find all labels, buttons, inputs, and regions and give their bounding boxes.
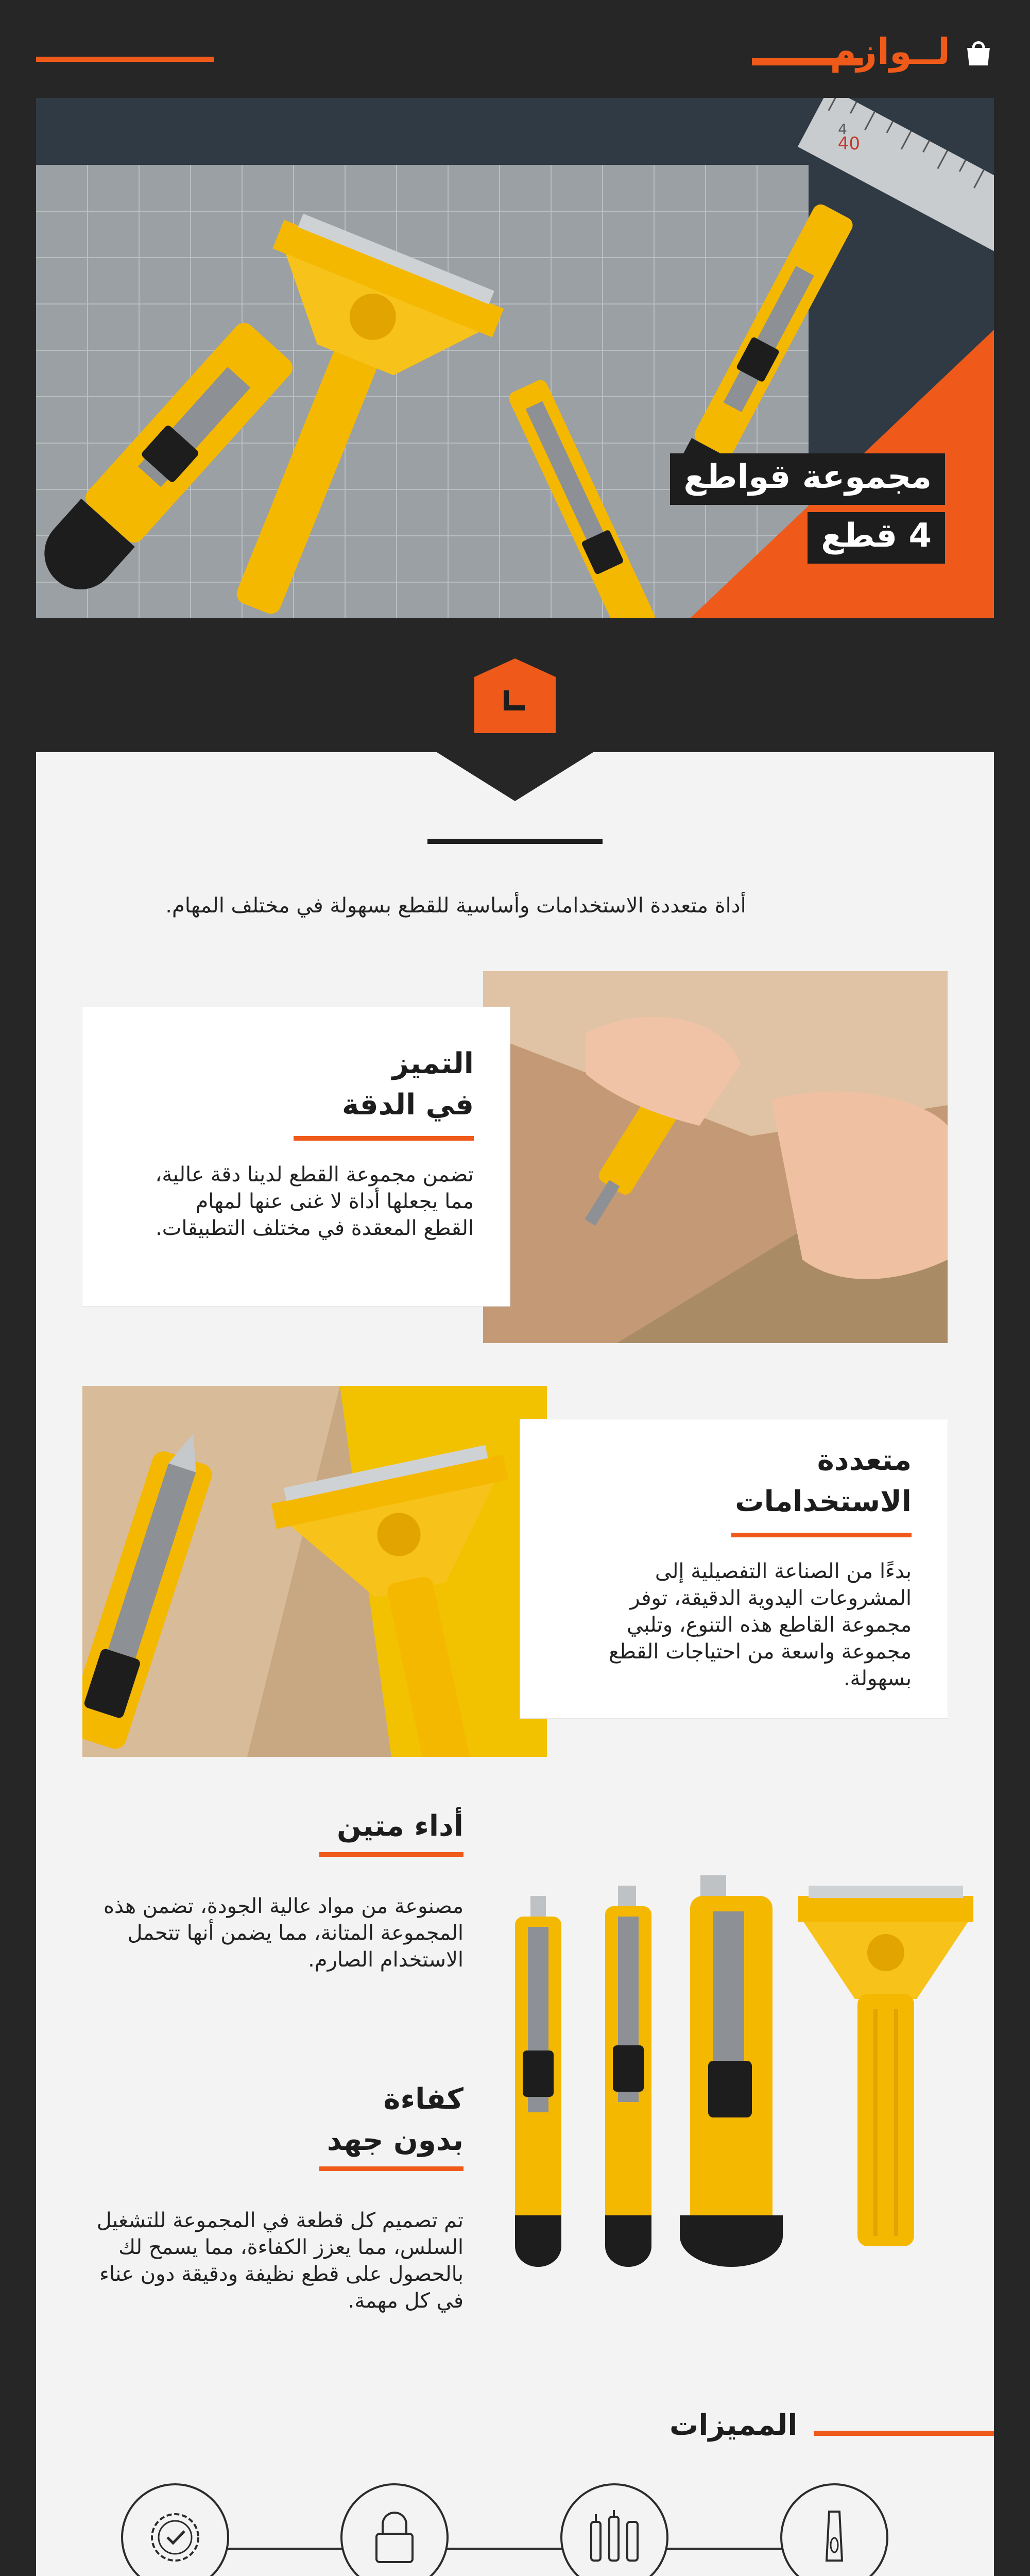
photo-cutter-scraper xyxy=(82,1386,547,1757)
precision-title-line1: التميز xyxy=(392,1047,474,1080)
ruler-number: 4 xyxy=(838,121,847,138)
feature-item-portability xyxy=(558,2483,671,2576)
hero-image xyxy=(36,98,994,618)
ruler-number: 40 xyxy=(837,133,860,154)
efficiency-section xyxy=(77,2079,464,2314)
hero-title xyxy=(670,453,945,571)
durable-body: مصنوعة من مواد عالية الجودة، تضمن هذه المجموعة المتانة، مما يضمن أنها تتحمل الاستخدام الصارم. xyxy=(103,1894,464,1972)
efficiency-title-line2: بدون جهد xyxy=(327,2124,464,2157)
efficiency-body: تم تصميم كل قطعة في المجموعة للتشغيل السلس، مما يعزز الكفاءة، مما يسمح لك بالحصول على قطع نظيفة ودقيقة دون عناء في كل مهمة. xyxy=(96,2209,464,2313)
intro-text: أداة متعددة الاستخدامات وأساسية للقطع بسهولة في مختلف المهام. xyxy=(165,894,746,918)
quality-badge-icon xyxy=(144,2506,206,2568)
blade-icon xyxy=(811,2509,857,2566)
lock-icon xyxy=(371,2509,418,2566)
versatile-card xyxy=(520,1419,948,1718)
hero-title-line2: 4 قطع xyxy=(808,512,945,564)
precision-rule xyxy=(294,1136,474,1141)
cutters-icon xyxy=(583,2509,645,2566)
durable-title: أداء متين xyxy=(336,1809,464,1843)
versatile-body: بدءًا من الصناعة التفصيلية إلى المشروعات اليدوية الدقيقة، توفر مجموعة القاطع هذه التنوع، وتلبي مجموعة واسعة من احتياجات القطع بسهولة. xyxy=(608,1560,912,1690)
versatile-rule xyxy=(731,1533,912,1537)
panel-notch xyxy=(433,750,597,801)
feature-item-safety xyxy=(338,2483,451,2576)
feature-item-sharpness xyxy=(778,2483,891,2576)
precision-card xyxy=(82,1007,510,1306)
durable-rule xyxy=(319,1852,464,1857)
features-list xyxy=(118,2483,891,2576)
efficiency-title-line1: كفاءة xyxy=(383,2082,464,2116)
precision-title-line2: في الدقة xyxy=(341,1088,474,1122)
logo-text: لــوازم xyxy=(830,30,950,73)
versatile-title-line1: متعددة xyxy=(817,1444,912,1477)
product-set-image xyxy=(494,1875,978,2287)
features-accent-line xyxy=(814,2431,994,2436)
photo-hand-cutting xyxy=(483,971,948,1343)
shopping-bag-icon xyxy=(963,38,994,66)
durable-section xyxy=(77,1806,464,1973)
feature-item-quality xyxy=(118,2483,232,2576)
intro-divider xyxy=(427,839,603,844)
versatile-title-line2: الاستخدامات xyxy=(735,1485,912,1518)
features-title: المميزات xyxy=(670,2409,798,2442)
header-accent-line xyxy=(36,57,214,62)
brand-logo[interactable] xyxy=(752,28,994,75)
precision-body: تضمن مجموعة القطع لدينا دقة عالية، مما يجعلها أداة لا غنى عنها لمهام القطع المعقدة في مختلف التطبيقات. xyxy=(155,1163,474,1240)
brand-badge-icon xyxy=(474,658,556,733)
hero-title-line1: مجموعة قواطع xyxy=(670,453,945,505)
efficiency-rule xyxy=(319,2166,464,2171)
